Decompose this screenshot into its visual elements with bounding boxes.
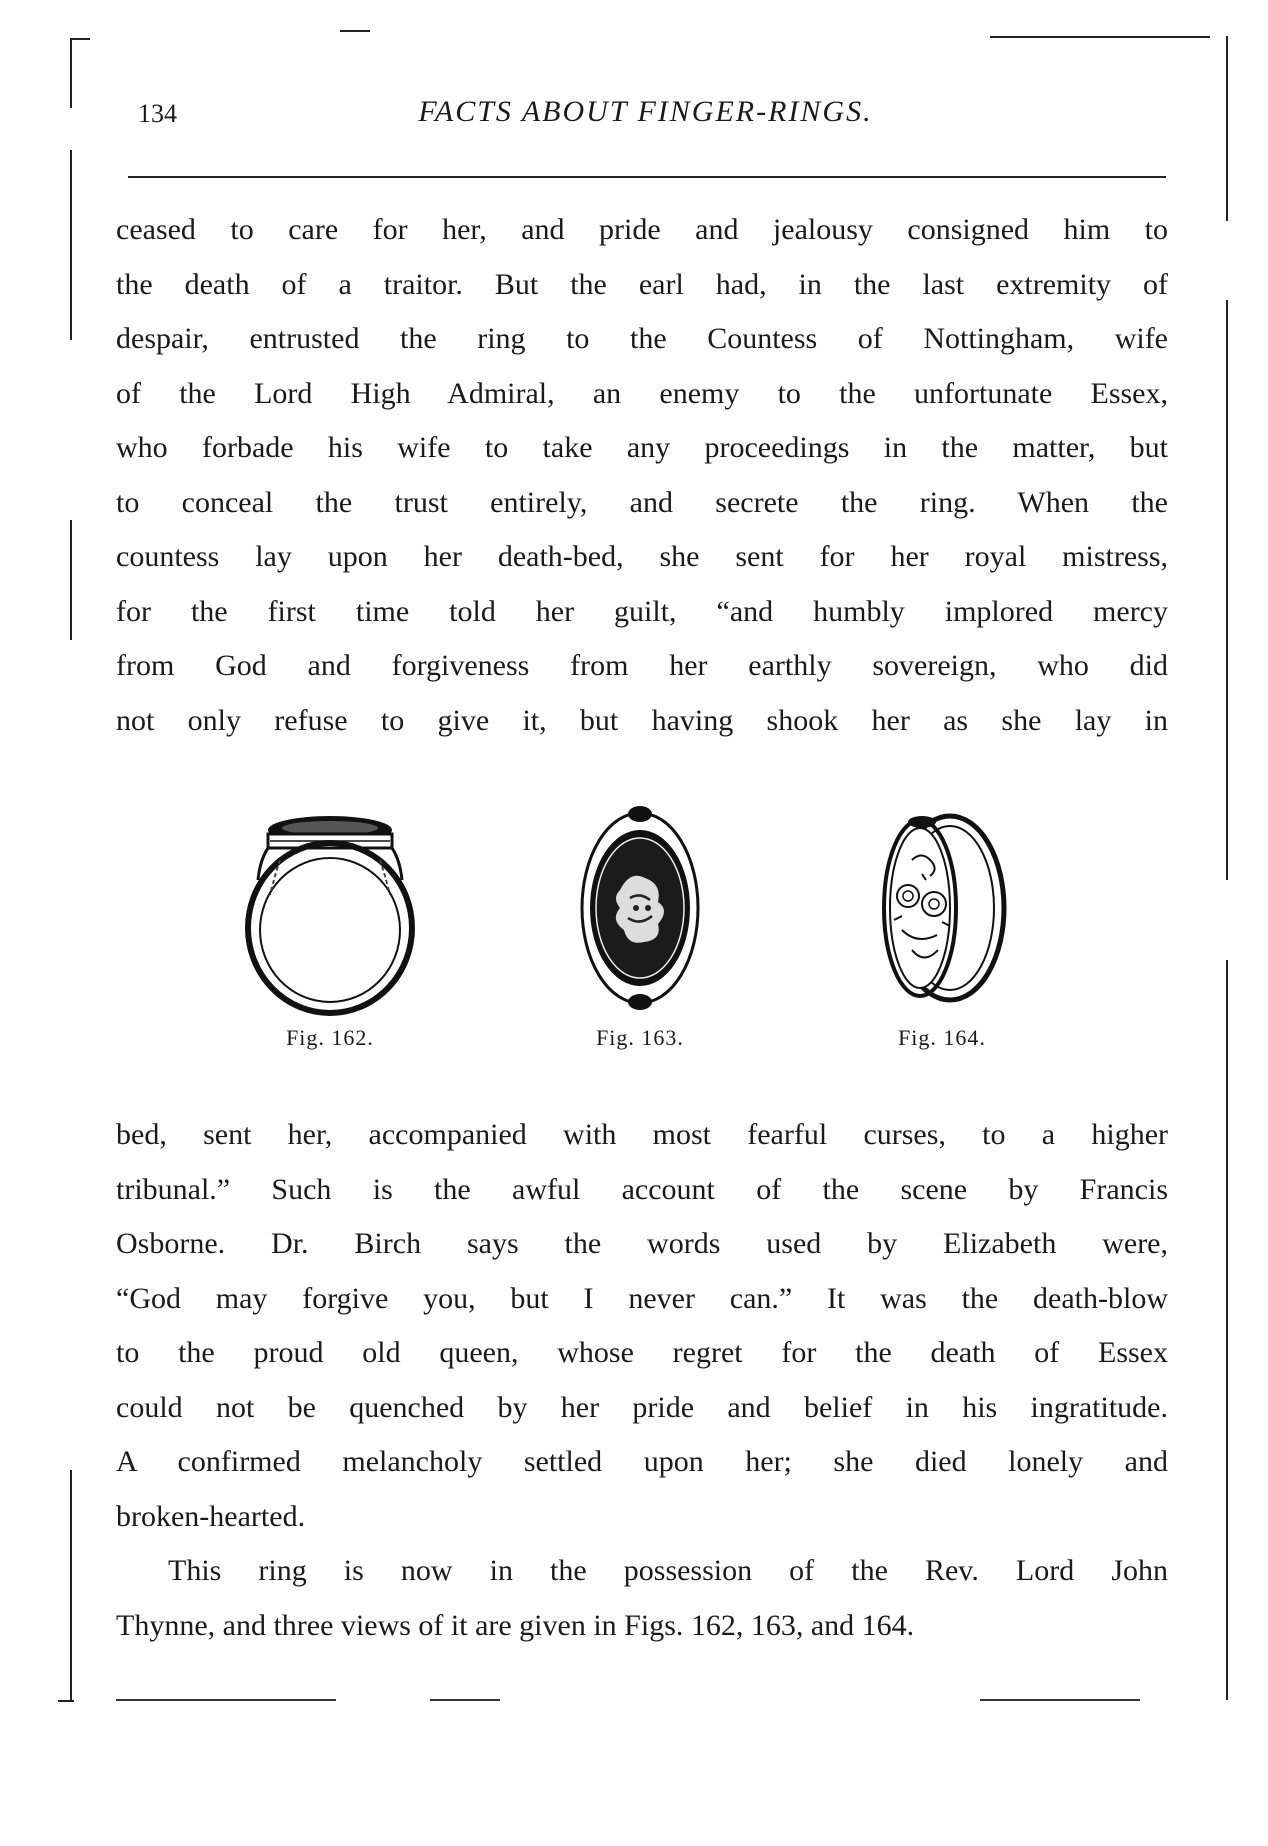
text-line: could not be quenched by her pride and belief in his ingratitude. [116,1390,1168,1424]
text-line: countess lay upon her death-bed, she sent for her royal mistress, [116,540,1168,573]
text-line: “God may forgive you, but I never can.” It was the death-blow [116,1281,1168,1315]
text-line: broken-hearted. [116,1499,306,1533]
text-line: of the Lord High Admiral, an enemy to the unfortunate Essex, [116,376,1168,410]
scan-edge-bottom-left [58,1700,74,1702]
page-header [128,95,1163,135]
scan-edge-top-mark [340,30,370,32]
paragraph-continued [116,203,1168,748]
text-line: bed, sent her, accompanied with most fearful curses, to a higher [116,1118,1168,1151]
scan-edge-top-left [70,38,90,40]
scan-edge-right-mid [1226,300,1228,880]
header-rule [128,176,1166,178]
scan-edge-right-top [1226,36,1228,221]
text-line: for the first time told her guilt, “and humbly implored mercy [116,594,1168,628]
scan-edge-left-lower [70,520,72,640]
paragraph-after-figures [116,1108,1168,1653]
text-line: Osborne. Dr. Birch says the words used by Elizabeth were, [116,1227,1168,1260]
scan-edge-left-bottom [70,1470,72,1700]
footer-rule-segment [430,1699,500,1701]
figure-162 [230,800,430,1050]
scan-edge-left-top [70,38,72,108]
text-line: not only refuse to give it, but having shook her as she lay in [116,703,1168,737]
text-line: to the proud old queen, whose regret for the death of Essex [116,1336,1168,1369]
figure-caption: Fig. 164. [898,1025,986,1050]
text-line: who forbade his wife to take any proceedings in the matter, but [116,431,1168,464]
scan-edge-top-right [990,36,1210,38]
ring-bezel-cameo-icon [540,800,740,1020]
running-title: FACTS ABOUT FINGER-RINGS. [418,95,873,128]
text-line: tribunal.” Such is the awful account of the scene by Francis [116,1172,1168,1206]
figure-163 [540,800,740,1050]
text-line: ceased to care for her, and pride and jealousy consigned him to [116,213,1168,246]
text-line: from God and forgiveness from her earthly sovereign, who did [116,649,1168,682]
text-line: the death of a traitor. But the earl had, in the last extremity of [116,267,1168,301]
page-number: 134 [138,99,177,128]
scan-edge-right-lower [1226,960,1228,1700]
figure-caption: Fig. 162. [286,1025,374,1050]
text-line: This ring is now in the possession of the Rev. Lord John [168,1554,1168,1587]
figure-164 [842,800,1042,1050]
text-line: to conceal the trust entirely, and secrete the ring. When the [116,485,1168,519]
text-line: A confirmed melancholy settled upon her; she died lonely and [116,1445,1168,1478]
text-line: despair, entrusted the ring to the Countess of Nottingham, wife [116,322,1168,355]
footer-rule-segment [116,1699,336,1701]
scan-edge-left-mid [70,150,72,340]
ring-oblique-view-icon [842,800,1042,1020]
text-line: Thynne, and three views of it are given in Figs. 162, 163, and 164. [116,1608,915,1642]
footer-rule-segment [980,1699,1140,1701]
figure-row [230,800,1050,1060]
ring-side-view-icon [230,800,430,1020]
figure-caption: Fig. 163. [596,1025,684,1050]
